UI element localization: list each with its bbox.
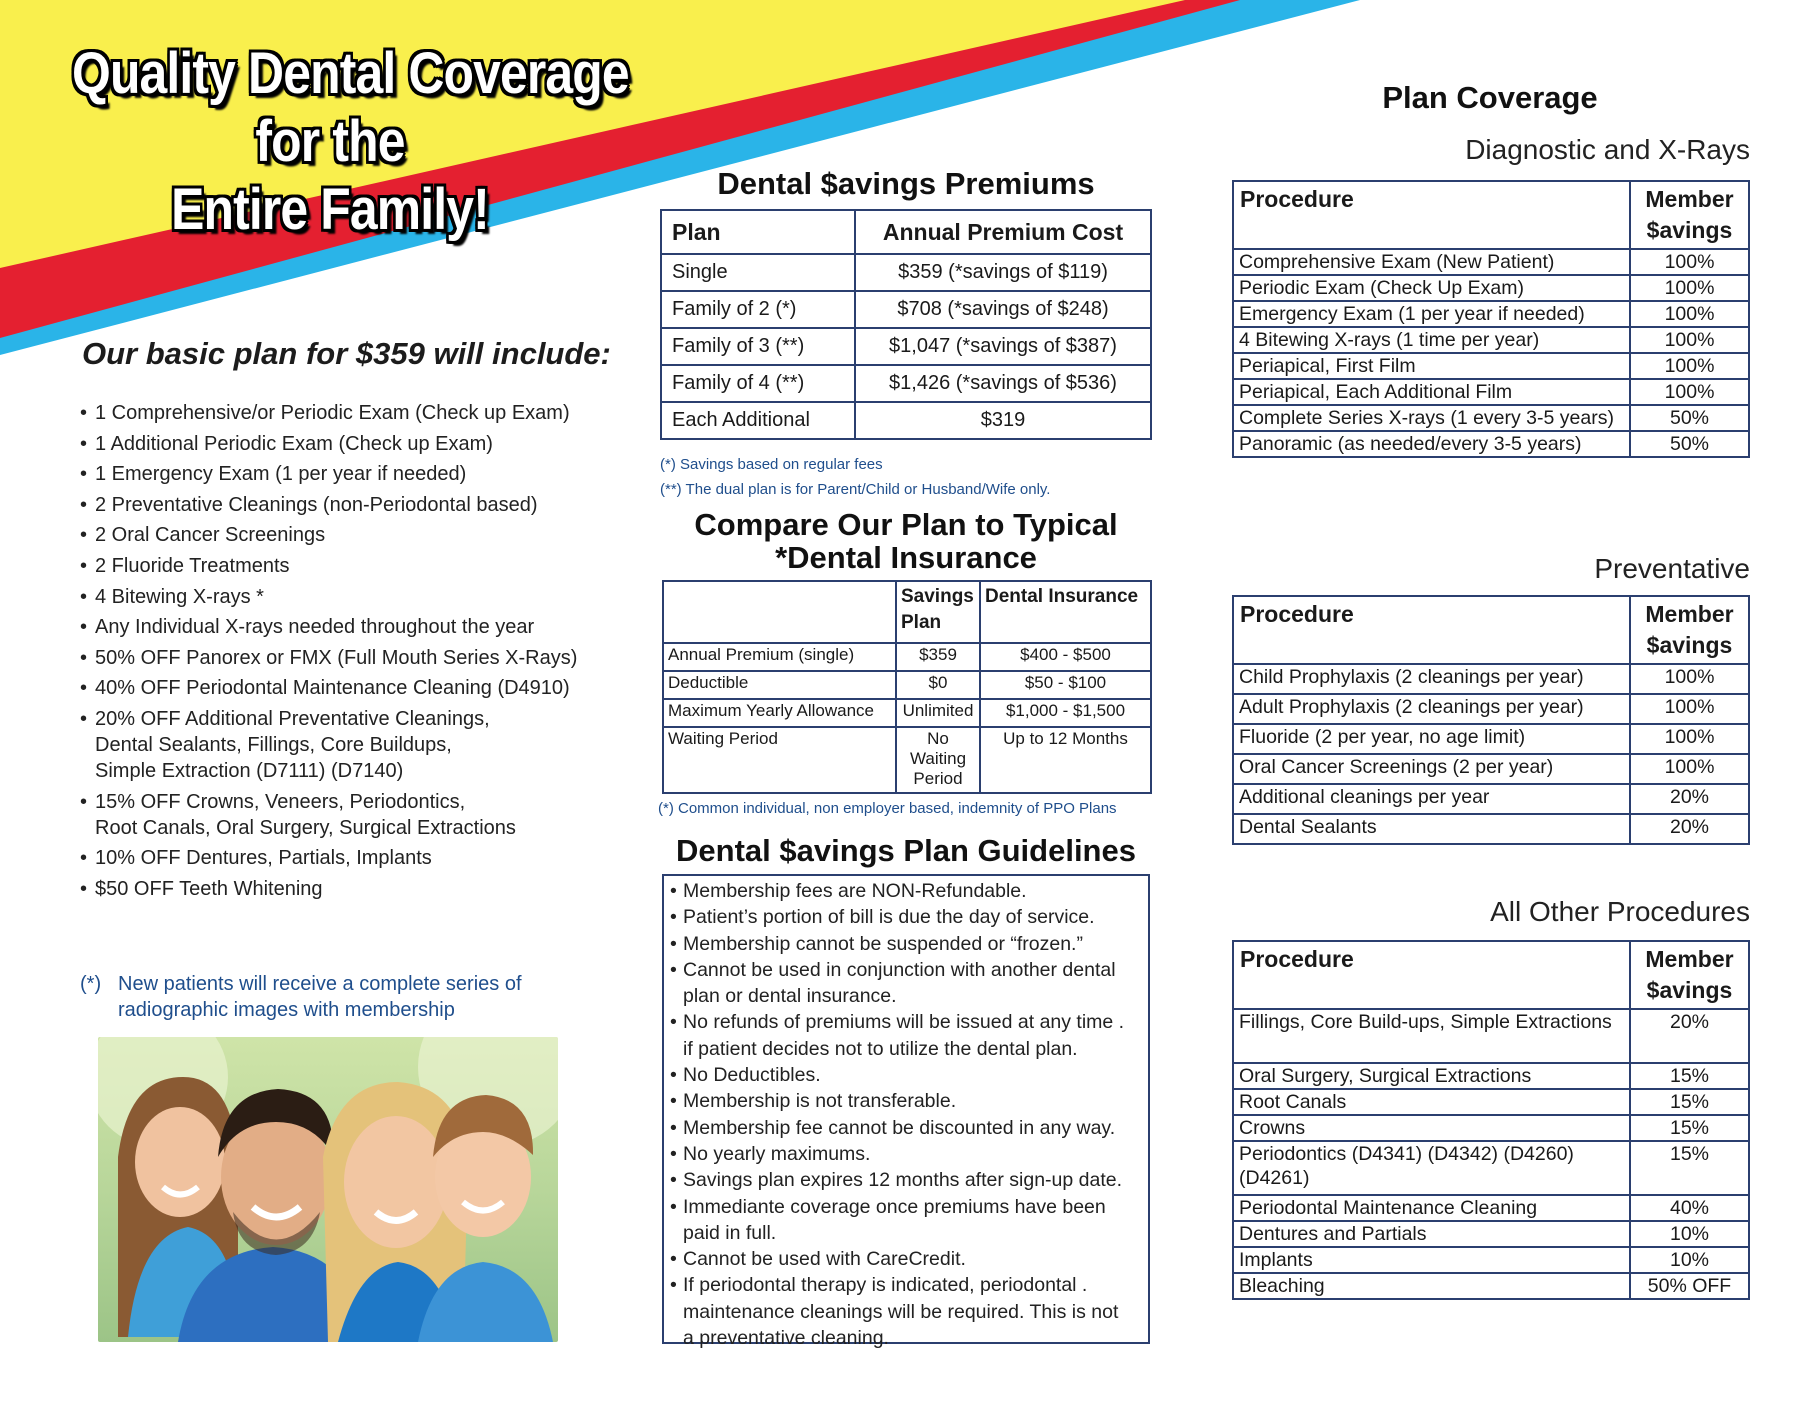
other-header-savings: Member $avings bbox=[1630, 941, 1749, 1009]
guideline-item: • Membership fees are NON-Refundable. bbox=[670, 878, 1142, 904]
other-cell: Periodontics (D4341) (D4342) (D4260) (D4261) bbox=[1233, 1141, 1630, 1195]
compare-cell: Maximum Yearly Allowance bbox=[663, 699, 896, 727]
premiums-header-cost: Annual Premium Cost bbox=[855, 210, 1151, 254]
compare-row bbox=[663, 643, 1151, 671]
other-cell: Implants bbox=[1233, 1247, 1630, 1273]
compare-cell: Annual Premium (single) bbox=[663, 643, 896, 671]
premiums-row bbox=[661, 365, 1151, 402]
preventative-cell: 20% bbox=[1630, 814, 1749, 844]
diagnostic-row bbox=[1233, 379, 1749, 405]
diagnostic-row bbox=[1233, 275, 1749, 301]
diagnostic-row bbox=[1233, 431, 1749, 457]
compare-header-savings: Savings Plan bbox=[896, 581, 980, 643]
guideline-item: • Immediante coverage once premiums have been paid in full. bbox=[670, 1194, 1142, 1247]
diagnostic-cell: 100% bbox=[1630, 353, 1749, 379]
other-row bbox=[1233, 1089, 1749, 1115]
diagnostic-cell: 100% bbox=[1630, 379, 1749, 405]
basic-plan-item: • 50% OFF Panorex or FMX (Full Mouth Series X-Rays) bbox=[80, 645, 577, 671]
preventative-header-savings: Member $avings bbox=[1630, 596, 1749, 664]
compare-cell: $1,000 - $1,500 bbox=[980, 699, 1151, 727]
preventative-cell: 100% bbox=[1630, 754, 1749, 784]
diagnostic-cell: Complete Series X-rays (1 every 3-5 years) bbox=[1233, 405, 1630, 431]
preventative-cell: Child Prophylaxis (2 cleanings per year) bbox=[1233, 664, 1630, 694]
guideline-item: • Cannot be used in conjunction with another dental plan or dental insurance. bbox=[670, 957, 1142, 1010]
compare-cell: No Waiting Period bbox=[896, 727, 980, 793]
preventative-cell: Additional cleanings per year bbox=[1233, 784, 1630, 814]
banner-headline bbox=[72, 40, 629, 244]
other-row bbox=[1233, 1247, 1749, 1273]
other-cell: 20% bbox=[1630, 1009, 1749, 1063]
guidelines-list bbox=[670, 878, 1142, 1351]
basic-plan-item: • 2 Fluoride Treatments bbox=[80, 553, 577, 579]
diagnostic-cell: 50% bbox=[1630, 405, 1749, 431]
other-cell: 10% bbox=[1630, 1221, 1749, 1247]
other-cell: Fillings, Core Build-ups, Simple Extractions bbox=[1233, 1009, 1630, 1063]
headline-line-2: for the bbox=[255, 109, 405, 174]
preventative-cell: Oral Cancer Screenings (2 per year) bbox=[1233, 754, 1630, 784]
headline-line-3: Entire Family! bbox=[171, 177, 489, 242]
preventative-row bbox=[1233, 724, 1749, 754]
diagnostic-cell: 4 Bitewing X-rays (1 time per year) bbox=[1233, 327, 1630, 353]
guideline-item: • Patient’s portion of bill is due the day of service. bbox=[670, 904, 1142, 930]
compare-header-row bbox=[663, 581, 1151, 643]
family-photo bbox=[98, 1037, 558, 1342]
diagnostic-cell: 50% bbox=[1630, 431, 1749, 457]
other-cell: 40% bbox=[1630, 1195, 1749, 1221]
basic-plan-item: • 1 Emergency Exam (1 per year if needed) bbox=[80, 461, 577, 487]
other-cell: 15% bbox=[1630, 1141, 1749, 1195]
other-cell: 10% bbox=[1630, 1247, 1749, 1273]
premiums-cell: $359 (*savings of $119) bbox=[855, 254, 1151, 291]
basic-plan-item: • 1 Additional Periodic Exam (Check up Exam) bbox=[80, 431, 577, 457]
preventative-cell: 100% bbox=[1630, 664, 1749, 694]
preventative-title: Preventative bbox=[1594, 553, 1750, 584]
diagnostic-row bbox=[1233, 405, 1749, 431]
basic-plan-item: • 4 Bitewing X-rays * bbox=[80, 584, 577, 610]
premiums-row bbox=[661, 328, 1151, 365]
premiums-header-row bbox=[661, 210, 1151, 254]
diagnostic-header-savings: Member $avings bbox=[1630, 181, 1749, 249]
basic-plan-item: • 10% OFF Dentures, Partials, Implants bbox=[80, 845, 577, 871]
preventative-row bbox=[1233, 694, 1749, 724]
compare-note: (*) Common individual, non employer based, indemnity of PPO Plans bbox=[658, 800, 1117, 817]
premiums-title: Dental $avings Premiums bbox=[717, 166, 1095, 201]
basic-plan-item: • Any Individual X-rays needed throughout the year bbox=[80, 614, 577, 640]
diagnostic-cell: 100% bbox=[1630, 249, 1749, 275]
guideline-item: • Membership cannot be suspended or “frozen.” bbox=[670, 931, 1142, 957]
premiums-table bbox=[660, 209, 1152, 440]
other-cell: 50% OFF bbox=[1630, 1273, 1749, 1299]
other-cell: 15% bbox=[1630, 1063, 1749, 1089]
preventative-cell: 100% bbox=[1630, 724, 1749, 754]
preventative-cell: Dental Sealants bbox=[1233, 814, 1630, 844]
preventative-row bbox=[1233, 754, 1749, 784]
compare-cell: Deductible bbox=[663, 671, 896, 699]
diagnostic-cell: 100% bbox=[1630, 275, 1749, 301]
other-cell: Oral Surgery, Surgical Extractions bbox=[1233, 1063, 1630, 1089]
premiums-cell: Family of 2 (*) bbox=[661, 291, 855, 328]
preventative-row bbox=[1233, 664, 1749, 694]
basic-plan-list bbox=[80, 400, 577, 906]
diagnostic-row bbox=[1233, 353, 1749, 379]
guidelines-title: Dental $avings Plan Guidelines bbox=[676, 833, 1136, 868]
guideline-item: • Membership is not transferable. bbox=[670, 1088, 1142, 1114]
premiums-cell: Family of 3 (**) bbox=[661, 328, 855, 365]
guideline-item: • No yearly maximums. bbox=[670, 1141, 1142, 1167]
guideline-item: • No Deductibles. bbox=[670, 1062, 1142, 1088]
diagnostic-cell: Periapical, Each Additional Film bbox=[1233, 379, 1630, 405]
diagnostic-header-row bbox=[1233, 181, 1749, 249]
compare-table bbox=[662, 580, 1152, 794]
preventative-cell: 20% bbox=[1630, 784, 1749, 814]
compare-row bbox=[663, 671, 1151, 699]
other-cell: 15% bbox=[1630, 1089, 1749, 1115]
diagnostic-cell: Periapical, First Film bbox=[1233, 353, 1630, 379]
preventative-row bbox=[1233, 784, 1749, 814]
diagnostic-cell: Periodic Exam (Check Up Exam) bbox=[1233, 275, 1630, 301]
other-row bbox=[1233, 1141, 1749, 1195]
family-photo-illustration bbox=[98, 1037, 558, 1342]
compare-cell: Waiting Period bbox=[663, 727, 896, 793]
basic-plan-item: • 1 Comprehensive/or Periodic Exam (Check up Exam) bbox=[80, 400, 577, 426]
other-cell: Periodontal Maintenance Cleaning bbox=[1233, 1195, 1630, 1221]
other-row bbox=[1233, 1221, 1749, 1247]
premiums-cell: $1,426 (*savings of $536) bbox=[855, 365, 1151, 402]
other-cell: 15% bbox=[1630, 1115, 1749, 1141]
diagnostic-cell: Emergency Exam (1 per year if needed) bbox=[1233, 301, 1630, 327]
premiums-cell: $1,047 (*savings of $387) bbox=[855, 328, 1151, 365]
compare-cell: $50 - $100 bbox=[980, 671, 1151, 699]
basic-plan-title: Our basic plan for $359 will include: bbox=[82, 336, 611, 371]
other-header-row bbox=[1233, 941, 1749, 1009]
premiums-note-2: (**) The dual plan is for Parent/Child or Husband/Wife only. bbox=[660, 481, 1051, 498]
diagnostic-title: Diagnostic and X-Rays bbox=[1465, 134, 1750, 165]
diagnostic-row bbox=[1233, 249, 1749, 275]
compare-cell: $400 - $500 bbox=[980, 643, 1151, 671]
compare-header-blank bbox=[663, 581, 896, 643]
compare-title-line-2: *Dental Insurance bbox=[775, 540, 1037, 575]
premiums-row bbox=[661, 254, 1151, 291]
guideline-item: • If periodontal therapy is indicated, periodontal . maintenance cleanings will be required. This is not a preventative cleaning. bbox=[670, 1272, 1142, 1351]
premiums-row bbox=[661, 291, 1151, 328]
compare-title bbox=[660, 508, 1152, 574]
guideline-item: • No refunds of premiums will be issued at any time . if patient decides not to utilize the dental plan. bbox=[670, 1009, 1142, 1062]
basic-plan-item: • 2 Oral Cancer Screenings bbox=[80, 522, 577, 548]
compare-header-insurance: Dental Insurance bbox=[980, 581, 1151, 643]
guideline-item: • Savings plan expires 12 months after sign-up date. bbox=[670, 1167, 1142, 1193]
headline-line-1: Quality Dental Coverage bbox=[72, 41, 629, 106]
preventative-header-procedure: Procedure bbox=[1233, 596, 1630, 664]
other-cell: Dentures and Partials bbox=[1233, 1221, 1630, 1247]
premiums-cell: $708 (*savings of $248) bbox=[855, 291, 1151, 328]
plan-coverage-title: Plan Coverage bbox=[1382, 80, 1598, 115]
diagnostic-cell: 100% bbox=[1630, 301, 1749, 327]
premiums-cell: Family of 4 (**) bbox=[661, 365, 855, 402]
premiums-cell: Single bbox=[661, 254, 855, 291]
compare-cell: Unlimited bbox=[896, 699, 980, 727]
premiums-cell: $319 bbox=[855, 402, 1151, 439]
other-procedures-table bbox=[1232, 940, 1750, 1300]
other-row bbox=[1233, 1063, 1749, 1089]
preventative-table bbox=[1232, 595, 1750, 845]
new-patient-footnote bbox=[80, 971, 560, 1023]
compare-cell: Up to 12 Months bbox=[980, 727, 1151, 793]
compare-title-line-1: Compare Our Plan to Typical bbox=[694, 507, 1118, 542]
basic-plan-item: • $50 OFF Teeth Whitening bbox=[80, 876, 577, 902]
basic-plan-item: • 15% OFF Crowns, Veneers, Periodontics, Root Canals, Oral Surgery, Surgical Extractions bbox=[80, 789, 577, 841]
premiums-cell: Each Additional bbox=[661, 402, 855, 439]
diagnostic-row bbox=[1233, 301, 1749, 327]
other-cell: Root Canals bbox=[1233, 1089, 1630, 1115]
other-header-procedure: Procedure bbox=[1233, 941, 1630, 1009]
diagnostic-cell: 100% bbox=[1630, 327, 1749, 353]
diagnostic-header-procedure: Procedure bbox=[1233, 181, 1630, 249]
footnote-text: New patients will receive a complete series of radiographic images with membership bbox=[118, 973, 522, 1021]
premiums-note-1: (*) Savings based on regular fees bbox=[660, 456, 883, 473]
guideline-item: • Membership fee cannot be discounted in any way. bbox=[670, 1115, 1142, 1141]
basic-plan-item: • 40% OFF Periodontal Maintenance Cleaning (D4910) bbox=[80, 675, 577, 701]
compare-cell: $0 bbox=[896, 671, 980, 699]
diagnostic-cell: Panoramic (as needed/every 3-5 years) bbox=[1233, 431, 1630, 457]
compare-row bbox=[663, 699, 1151, 727]
other-procedures-title: All Other Procedures bbox=[1490, 896, 1750, 927]
other-row bbox=[1233, 1115, 1749, 1141]
preventative-cell: Adult Prophylaxis (2 cleanings per year) bbox=[1233, 694, 1630, 724]
diagnostic-table bbox=[1232, 180, 1750, 458]
compare-cell: $359 bbox=[896, 643, 980, 671]
footnote-mark: (*) bbox=[80, 973, 102, 995]
preventative-header-row bbox=[1233, 596, 1749, 664]
premiums-header-plan: Plan bbox=[661, 210, 855, 254]
other-cell: Bleaching bbox=[1233, 1273, 1630, 1299]
other-row bbox=[1233, 1009, 1749, 1063]
guideline-item: • Cannot be used with CareCredit. bbox=[670, 1246, 1142, 1272]
diagnostic-cell: Comprehensive Exam (New Patient) bbox=[1233, 249, 1630, 275]
preventative-row bbox=[1233, 814, 1749, 844]
other-row bbox=[1233, 1273, 1749, 1299]
preventative-cell: Fluoride (2 per year, no age limit) bbox=[1233, 724, 1630, 754]
diagnostic-row bbox=[1233, 327, 1749, 353]
compare-row bbox=[663, 727, 1151, 793]
guidelines-box bbox=[662, 874, 1150, 1350]
premiums-row bbox=[661, 402, 1151, 439]
other-cell: Crowns bbox=[1233, 1115, 1630, 1141]
preventative-cell: 100% bbox=[1630, 694, 1749, 724]
basic-plan-item: • 2 Preventative Cleanings (non-Periodontal based) bbox=[80, 492, 577, 518]
other-row bbox=[1233, 1195, 1749, 1221]
basic-plan-item: • 20% OFF Additional Preventative Cleanings, Dental Sealants, Fillings, Core Buildups, Simple Extraction (D7111) (D7140) bbox=[80, 706, 577, 784]
